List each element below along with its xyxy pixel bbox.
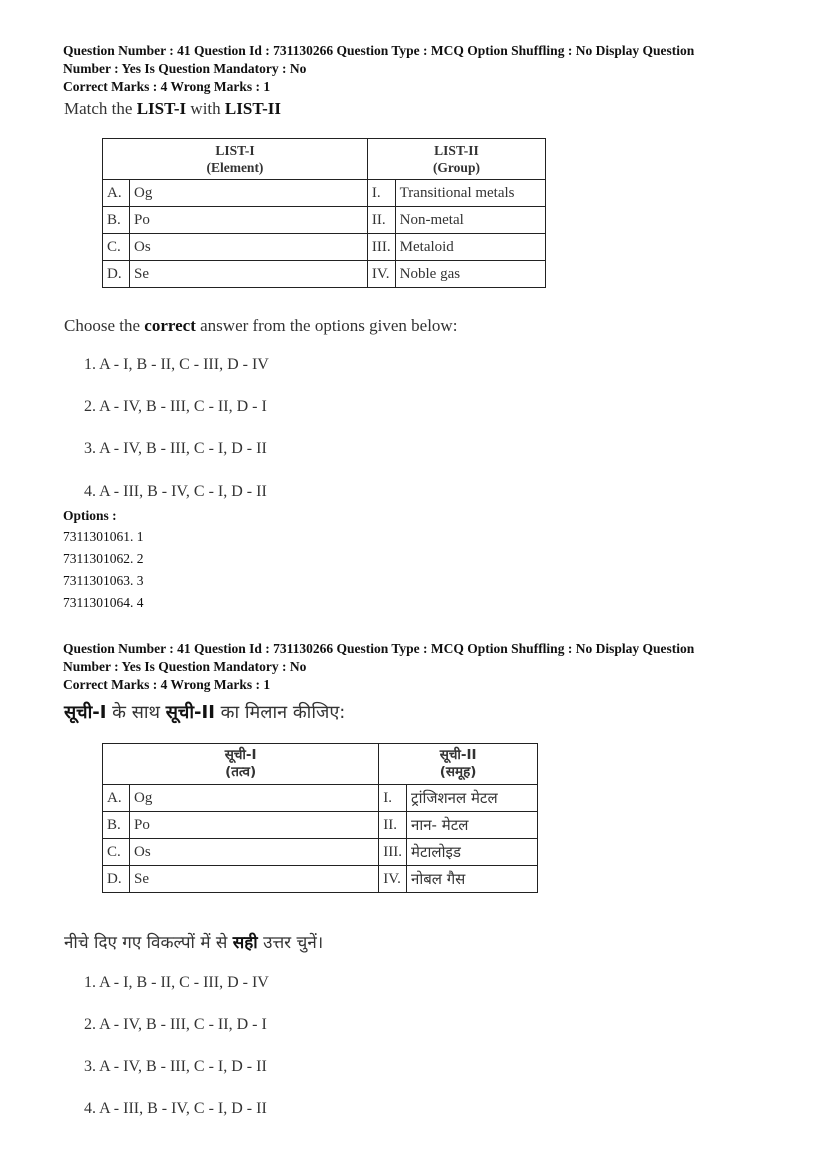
answer-option-4: 4. A - III, B - IV, C - I, D - II (84, 1100, 267, 1117)
list-1-header: LIST-I (Element) (103, 139, 368, 180)
table-row: B. Po II. Non-metal (103, 207, 546, 234)
choose-instruction-hindi: नीचे दिए गए विकल्पों में से सही उत्तर चुनें। (64, 933, 324, 953)
table-row: C. Os III. Metaloid (103, 234, 546, 261)
match-instruction-hindi: सूची-I के साथ सूची-II का मिलान कीजिए: (64, 702, 346, 723)
marks-line: Correct Marks : 4 Wrong Marks : 1 (63, 677, 271, 692)
table-row: C. Os III. मेटालोइड (103, 839, 538, 866)
meta-line-2: Number : Yes Is Question Mandatory : No (63, 659, 307, 674)
match-table (102, 138, 546, 288)
answer-option-4: 4. A - III, B - IV, C - I, D - II (84, 483, 267, 500)
table-header-row (103, 744, 538, 785)
match-instruction: Match the LIST-I with LIST-II (64, 99, 281, 118)
options-label: Options : (63, 508, 117, 523)
meta-line-1: Question Number : 41 Question Id : 731130266 Question Type : MCQ Option Shuffling : No Display Question (63, 641, 695, 656)
option-id-4: 7311301064. 4 (63, 595, 144, 610)
option-id-2: 7311301062. 2 (63, 551, 144, 566)
table-row: D. Se IV. नोबल गैस (103, 866, 538, 893)
list-2-header: LIST-II (Group) (367, 139, 545, 180)
answer-option-3: 3. A - IV, B - III, C - I, D - II (84, 1058, 267, 1075)
answer-option-1: 1. A - I, B - II, C - III, D - IV (84, 356, 269, 373)
answer-option-2: 2. A - IV, B - III, C - II, D - I (84, 398, 267, 415)
table-row: B. Po II. नान- मेटल (103, 812, 538, 839)
option-id-3: 7311301063. 3 (63, 573, 144, 588)
marks-line: Correct Marks : 4 Wrong Marks : 1 (63, 79, 271, 94)
question-meta (63, 42, 763, 96)
answer-option-3: 3. A - IV, B - III, C - I, D - II (84, 440, 267, 457)
table-header-row (103, 139, 546, 180)
meta-line-1: Question Number : 41 Question Id : 731130266 Question Type : MCQ Option Shuffling : No Display Question (63, 43, 695, 58)
list-2-header: सूची-II (समूह) (379, 744, 538, 785)
option-id-1: 7311301061. 1 (63, 529, 144, 544)
meta-line-2: Number : Yes Is Question Mandatory : No (63, 61, 307, 76)
list-1-header: सूची-I (तत्व) (103, 744, 379, 785)
choose-instruction: Choose the correct answer from the options given below: (64, 316, 458, 335)
table-row: D. Se IV. Noble gas (103, 261, 546, 288)
table-row: A. Og I. ट्रांजिशनल मेटल (103, 785, 538, 812)
table-row: A. Og I. Transitional metals (103, 180, 546, 207)
question-meta-hindi (63, 640, 763, 694)
match-table-hindi (102, 743, 538, 893)
answer-option-1: 1. A - I, B - II, C - III, D - IV (84, 974, 269, 991)
answer-option-2: 2. A - IV, B - III, C - II, D - I (84, 1016, 267, 1033)
